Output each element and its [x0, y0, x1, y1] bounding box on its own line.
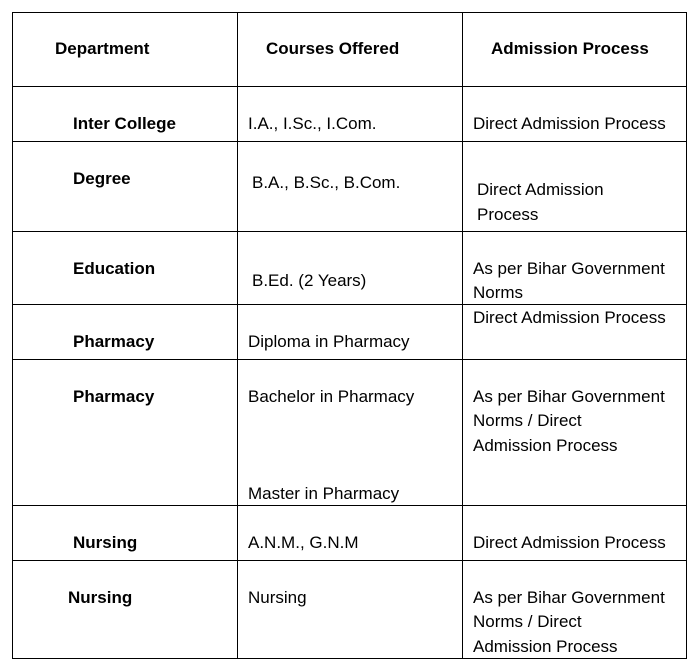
department-cell: Education: [73, 259, 156, 278]
department-cell: Pharmacy: [73, 332, 155, 351]
admission-cell: Process: [477, 205, 539, 224]
courses-cell: Bachelor in Pharmacy: [248, 387, 415, 406]
courses-cell: Nursing: [248, 588, 307, 607]
header-department: Department: [55, 39, 150, 58]
courses-cell: B.Ed. (2 Years): [252, 271, 367, 290]
column-divider: [237, 12, 238, 659]
admission-cell: Direct Admission: [477, 180, 604, 199]
department-cell: Pharmacy: [73, 387, 155, 406]
courses-cell: Diploma in Pharmacy: [248, 332, 410, 351]
admission-cell: As per Bihar Government: [473, 588, 665, 607]
header-courses: Courses Offered: [266, 39, 400, 58]
row-divider: [12, 560, 687, 561]
admission-cell: As per Bihar Government: [473, 259, 665, 278]
admission-cell: As per Bihar Government: [473, 387, 665, 406]
admission-cell: Admission Process: [473, 637, 618, 656]
header-admission: Admission Process: [491, 39, 649, 58]
row-divider: [12, 359, 687, 360]
admission-cell: Norms / Direct: [473, 612, 582, 631]
department-cell: Nursing: [68, 588, 133, 607]
department-cell: Degree: [73, 169, 131, 188]
table-border-top: [12, 12, 687, 13]
courses-cell: I.A., I.Sc., I.Com.: [248, 114, 377, 133]
column-divider: [462, 12, 463, 659]
courses-cell: B.A., B.Sc., B.Com.: [252, 173, 401, 192]
courses-cell: A.N.M., G.N.M: [248, 533, 359, 552]
admission-cell: Direct Admission Process: [473, 114, 666, 133]
admission-cell: Norms: [473, 283, 524, 302]
row-divider: [12, 304, 687, 305]
table-border-right: [686, 12, 687, 659]
row-divider: [12, 86, 687, 87]
courses-cell: Master in Pharmacy: [248, 484, 400, 503]
row-divider: [12, 141, 687, 142]
admission-cell: Admission Process: [473, 436, 618, 455]
admission-cell: Direct Admission Process: [473, 308, 666, 327]
admission-cell: Direct Admission Process: [473, 533, 666, 552]
row-divider: [12, 231, 687, 232]
department-cell: Nursing: [73, 533, 138, 552]
table-border-left: [12, 12, 13, 659]
admission-cell: Norms / Direct: [473, 411, 582, 430]
department-cell: Inter College: [73, 114, 176, 133]
